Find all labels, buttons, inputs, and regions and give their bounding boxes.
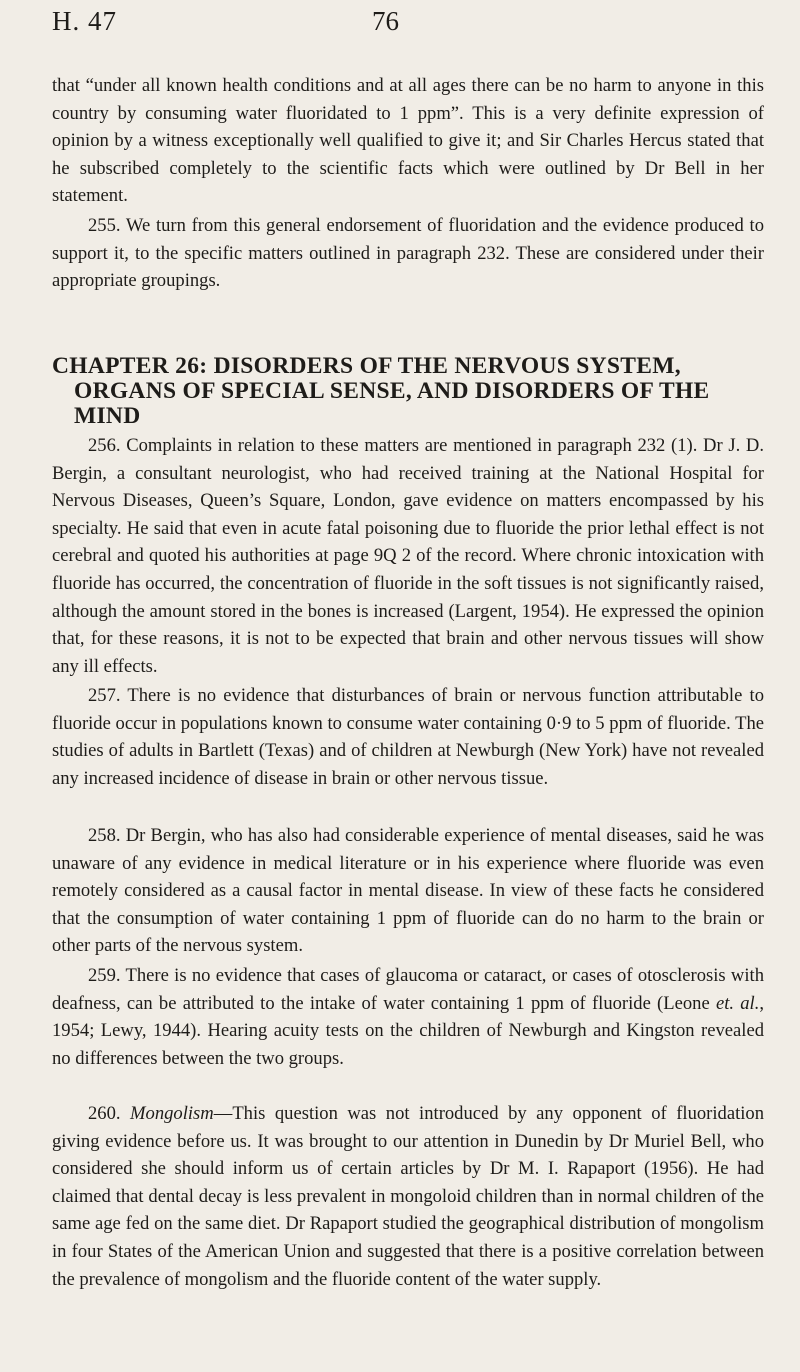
paragraph-259 <box>52 962 764 1072</box>
chapter-heading-line-2: ORGANS OF SPECIAL SENSE, AND DISORDERS OF THE <box>74 378 710 404</box>
paragraph-257: 257. There is no evidence that disturbances of brain or nervous function attributable to fluoride occur in populations known to consume water containing 0·9 to 5 ppm of fluoride. The studies of adults in Bartlett (Texas) and of children at Newburgh (New York) have not revealed any increased incidence of disease in brain or other nervous tissue. <box>52 685 764 789</box>
paragraph-259-text-a: 259. There is no evidence that cases of glaucoma or cataract, or cases of otosclerosis with deafness, can be attributed to the intake of water containing 1 ppm of fluoride (Leone <box>52 965 764 1014</box>
paragraph-260-text: —This question was not introduced by any opponent of fluoridation giving evidence before us. It was brought to our attention in Dunedin by Dr Muriel Bell, who considered she should inform us of certain articles by Dr M. I. Rapaport (1956). He had claimed that dental decay is less prevalent in mongoloid children than in normal children of the same age fed on the same diet. Dr Rapaport studied the geographical distribution of mongolism in four States of the American Union and suggested that there is a positive correlation between the prevalence of mongolism and the fluoride content of the water supply. <box>52 1103 764 1290</box>
paragraph-260 <box>52 1100 764 1293</box>
chapter-heading <box>52 354 764 429</box>
paragraph-259-et-al: et. al. <box>715 992 760 1014</box>
paragraph-continuation: that “under all known health conditions and at all ages there can be no harm to anyone in this country by consuming water fluoridated to 1 ppm”. This is a very definite expression of opinion by a witness exceptionally well qualified to give it; and Sir Charles Hercus stated that he subscribed completely to the scientific facts which were outlined by Dr Bell in her statement. <box>52 75 764 207</box>
page-number: 76 <box>372 6 399 36</box>
chapter-heading-line-1: CHAPTER 26: DISORDERS OF THE NERVOUS SYSTEM, <box>52 353 681 379</box>
paragraph-259-text-b: , 1954; Lewy, 1944). Hearing acuity tests on the children of Newburgh and Kingston revealed no differences between the two groups. <box>52 992 765 1069</box>
report-reference: H. 47 <box>52 6 117 36</box>
paragraph-255: 255. We turn from this general endorsement of fluoridation and the evidence produced to support it, to the specific matters outlined in paragraph 232. These are considered under their appropriate groupings. <box>52 215 764 292</box>
chapter-heading-line-3: MIND <box>74 403 141 429</box>
paragraph-260-title: Mongolism <box>130 1103 214 1124</box>
paragraph-260-number: 260. <box>88 1103 131 1124</box>
paragraph-258: 258. Dr Bergin, who has also had considerable experience of mental diseases, said he was unaware of any evidence in medical literature or in his experience where fluoride was even remotely considered as a causal factor in mental disease. In view of these facts he considered that the consumption of water containing 1 ppm of fluoride can do no harm to the brain or other parts of the nervous system. <box>52 825 764 957</box>
paragraph-256: 256. Complaints in relation to these matters are mentioned in paragraph 232 (1). Dr J. D. Bergin, a consultant neurologist, who had received training at the National Hospital for Nervous Diseases, Queen’s Square, London, gave evidence on matters encompassed by his specialty. He said that even in acute fatal poisoning due to fluoride the prior lethal effect is not cerebral and quoted his authorities at page 9Q 2 of the record. Where chronic intoxication with fluoride has occurred, the concentration of fluoride in the soft tissues is not significantly raised, although the amount stored in the bones is increased (Largent, 1954). He expressed the opinion that, for these reasons, it is not to be expected that brain and other nervous tissues will show any ill effects. <box>52 435 764 677</box>
